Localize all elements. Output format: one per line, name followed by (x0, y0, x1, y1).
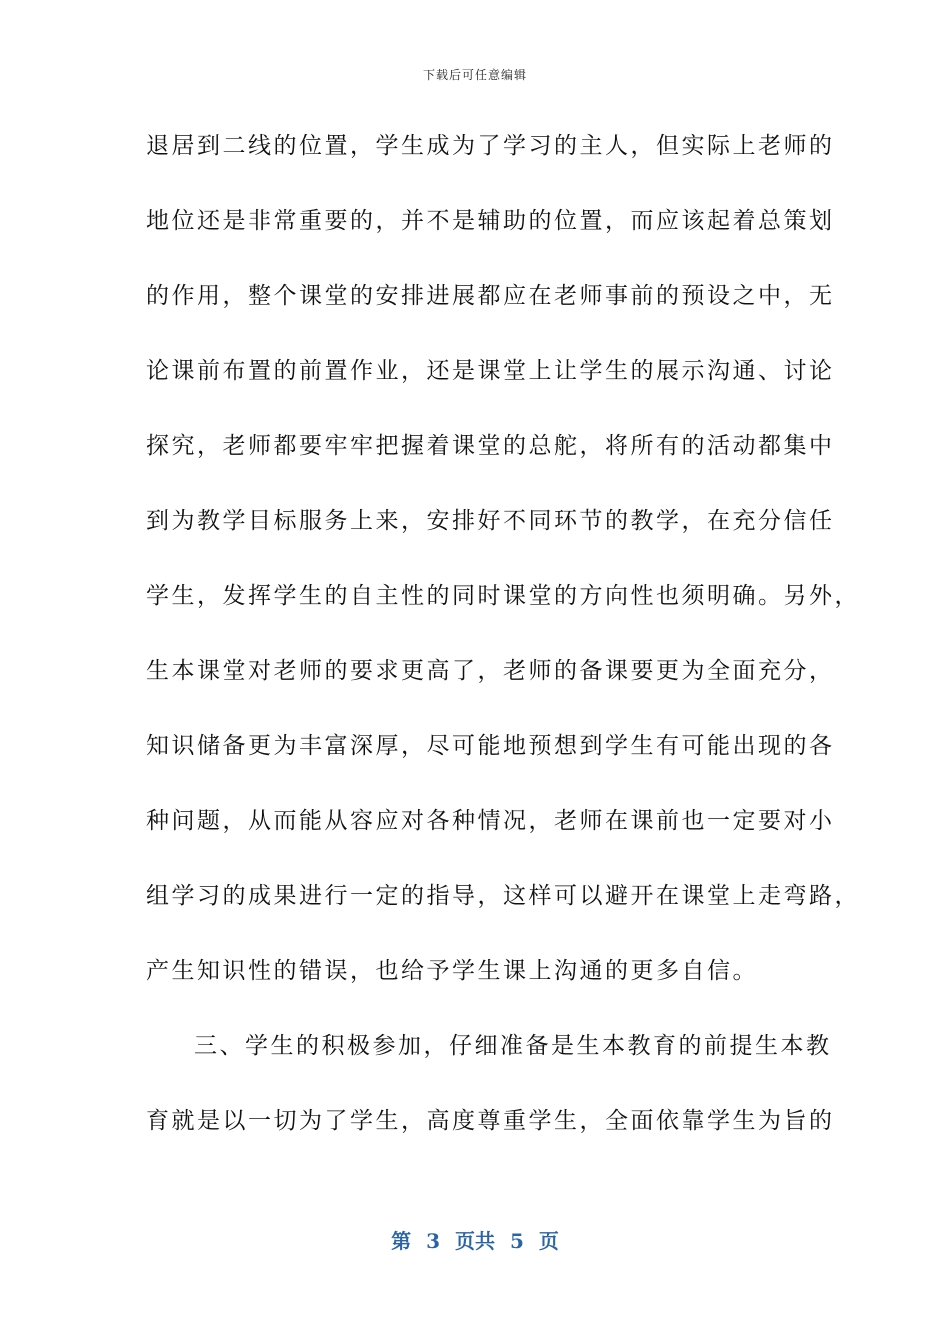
footer-prefix: 第 (391, 1229, 412, 1253)
document-body (146, 120, 860, 1170)
text-line: 到为教学目标服务上来，安排好不同环节的教学，在充分信任 (146, 508, 835, 534)
text-line: 种问题，从而能从容应对各种情况，老师在课前也一定要对小 (146, 808, 835, 834)
text-line: 学生，发挥学生的自主性的同时课堂的方向性也须明确。另外， (146, 583, 860, 609)
text-line: 生本课堂对老师的要求更高了，老师的备课要更为全面充分， (146, 658, 835, 684)
footer-total-pages: 5 (509, 1229, 524, 1253)
text-line: 组学习的成果进行一定的指导，这样可以避开在课堂上走弯路， (146, 883, 860, 909)
text-line: 退居到二线的位置，学生成为了学习的主人，但实际上老师的 (146, 133, 835, 159)
page-footer (0, 1225, 950, 1254)
text-line: 产生知识性的错误，也给予学生课上沟通的更多自信。 (146, 958, 758, 984)
header-note: 下载后可任意编辑 (422, 68, 527, 82)
section-heading-line: 三、学生的积极参加，仔细准备是生本教育的前提生本教 (194, 1033, 832, 1059)
text-line: 育就是以一切为了学生，高度尊重学生，全面依靠学生为旨的 (146, 1108, 835, 1134)
text-line: 论课前布置的前置作业，还是课堂上让学生的展示沟通、讨论 (146, 358, 835, 384)
footer-suffix: 页 (538, 1229, 559, 1253)
text-line: 知识储备更为丰富深厚，尽可能地预想到学生有可能出现的各 (146, 733, 835, 759)
text-line: 探究，老师都要牢牢把握着课堂的总舵，将所有的活动都集中 (146, 433, 835, 459)
footer-middle: 页共 (455, 1229, 495, 1253)
text-line: 地位还是非常重要的，并不是辅助的位置，而应该起着总策划 (146, 208, 835, 234)
text-line: 的作用，整个课堂的安排进展都应在老师事前的预设之中，无 (146, 283, 835, 309)
footer-page-number: 3 (426, 1229, 441, 1253)
